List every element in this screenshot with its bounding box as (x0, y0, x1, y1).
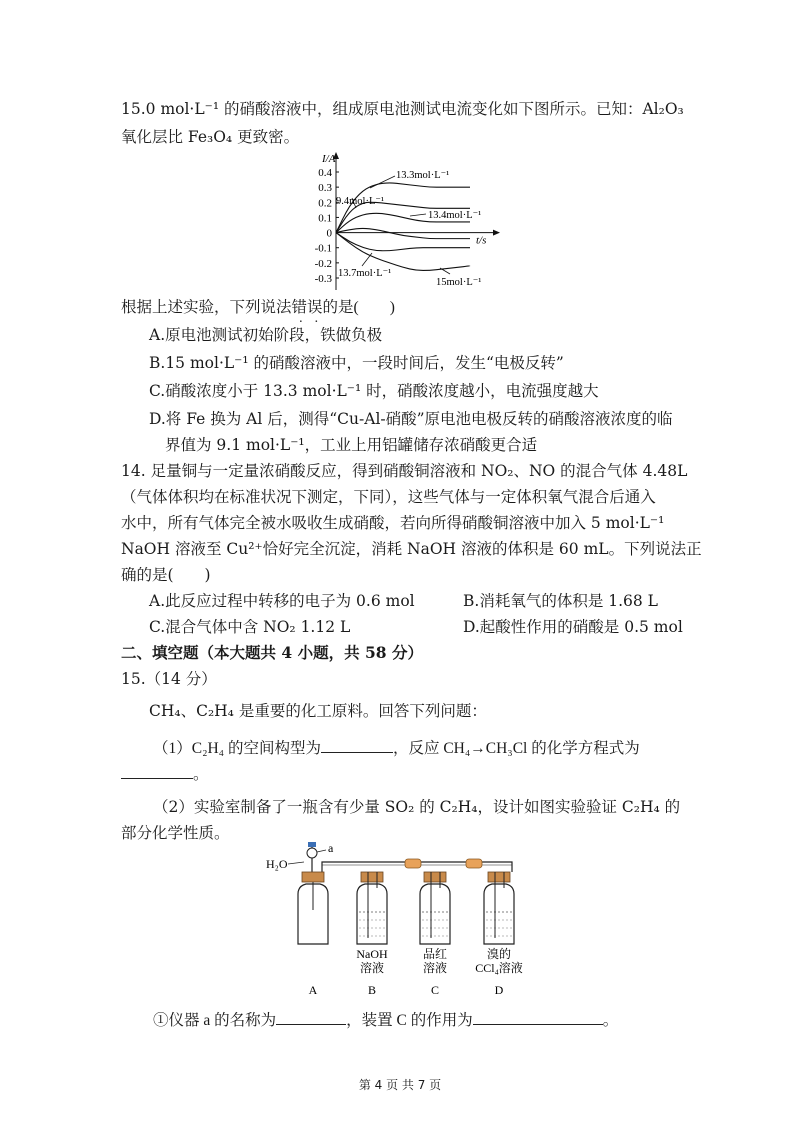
intro-line-1: 15.0 mol·L⁻¹ 的硝酸溶液中，组成原电池测试电流变化如下图所示。已知：Al₂O₃ (121, 100, 684, 118)
q14-line-5: 确的是( ) (121, 566, 211, 584)
bottle-d-label-2: CCl₄溶液 (475, 961, 523, 975)
stopper-b (361, 872, 383, 882)
q15-sub-question-end: 。 (602, 1012, 619, 1029)
bottle-b (357, 872, 387, 944)
q13-option-c: C.硝酸浓度小于 13.3 mol·L⁻¹ 时，硝酸浓度越小，电流强度越大 (149, 382, 599, 400)
q15-part1-cont (121, 762, 209, 786)
intro-line-2: 氧化层比 Fe₃O₄ 更致密。 (121, 128, 300, 146)
apparatus-diagram (262, 840, 552, 1000)
q14-line-3: 水中，所有气体完全被水吸收生成硝酸，若向所得硝酸铜溶液中加入 5 mol·L⁻¹ (121, 514, 665, 532)
bottle-c-letter: C (430, 983, 440, 997)
funnel-stopcock-icon (307, 848, 317, 858)
q14-option-d: D.起酸性作用的硝酸是 0.5 mol (463, 618, 683, 636)
answer-blank-equation[interactable] (121, 762, 193, 779)
bottle-a (298, 872, 328, 944)
bottle-d-body (484, 884, 514, 944)
q14-option-c: C.混合气体中含 NO₂ 1.12 L (149, 618, 351, 636)
y-tick-label: 0 (326, 227, 332, 240)
rubber-joint-1 (405, 859, 421, 868)
funnel-cap (308, 842, 316, 847)
q14-line-1: 14. 足量铜与一定量浓硝酸反应，得到硝酸铜溶液和 NO₂、NO 的混合气体 4.48L (121, 462, 688, 480)
y-tick-label: 0.1 (318, 212, 332, 225)
series-label-94: 9.4mol·L⁻¹ (336, 196, 385, 207)
y-tick-label: -0.2 (314, 257, 332, 270)
y-tick-label: -0.1 (314, 242, 332, 255)
q15-intro: CH₄、C₂H₄ 是重要的化工原料。回答下列问题： (149, 702, 487, 720)
rubber-joint-2 (466, 859, 482, 868)
callout-line-133 (370, 176, 395, 188)
bottle-b-label-2: 溶液 (359, 961, 385, 975)
page-footer: 第 4 页 共 7 页 (358, 1078, 442, 1092)
q13-stem-pre: 根据上述实验，下列说法 (121, 299, 292, 316)
bottle-b-letter: B (367, 983, 377, 997)
label-a-pointer (317, 850, 326, 852)
q13-stem-emphasis-1: 错 (291, 299, 308, 316)
bottle-c-label-2: 溶液 (422, 961, 448, 975)
bottle-c-label-1: 品红 (422, 947, 448, 961)
y-ticks (315, 167, 339, 285)
label-a: a (328, 841, 334, 855)
bottle-d-letter: D (494, 983, 504, 997)
q13-stem (121, 296, 395, 319)
q14-option-b: B.消耗氧气的体积是 1.68 L (463, 592, 658, 610)
q15-part1-text-a: （1）C₂H₄ 的空间构型为 (153, 740, 321, 757)
series-line-3 (336, 228, 470, 238)
y-tick-label: 0.2 (318, 197, 332, 210)
y-tick-label: 0.3 (318, 182, 332, 195)
q13-option-d-line-2: 界值为 9.1 mol·L⁻¹，工业上用铝罐储存浓硝酸更合适 (165, 436, 538, 454)
label-h2o: H₂O (266, 857, 288, 871)
q14-line-4: NaOH 溶液至 Cu²⁺恰好完全沉淀，消耗 NaOH 溶液的体积是 60 mL。下列说法正 (121, 540, 702, 558)
bottle-d (484, 872, 514, 944)
bottle-b-body (357, 884, 387, 944)
series-label-15: 15mol·L⁻¹ (436, 277, 482, 288)
apparatus-svg (262, 840, 552, 1000)
q15-part2-line-1: （2）实验室制备了一瓶含有少量 SO₂ 的 C₂H₄，设计如图实验验证 C₂H₄ 的 (153, 798, 681, 816)
q13-stem-emphasis-2: 误 (307, 299, 323, 316)
y-tick-label: 0.4 (318, 167, 332, 179)
x-axis-label: t/s (476, 234, 487, 247)
q13-stem-post: 的是( ) (322, 299, 395, 316)
y-axis-label: I/A (322, 153, 336, 165)
series-label-134: 13.4mol·L⁻¹ (428, 210, 482, 221)
label-h2o-pointer (288, 862, 304, 864)
q13-option-b: B.15 mol·L⁻¹ 的硝酸溶液中，一段时间后，发生“电极反转” (149, 354, 564, 372)
bottle-c (420, 872, 450, 944)
answer-blank-role[interactable] (473, 1008, 603, 1025)
q13-option-d-line-1: D.将 Fe 换为 Al 后，测得“Cu-Al-硝酸”原电池电极反转的硝酸溶液浓度的临 (149, 410, 673, 428)
y-tick-label: -0.3 (314, 273, 332, 285)
x-axis-arrow (493, 230, 500, 236)
q15-sub-question-1 (153, 1008, 618, 1032)
q14-option-a: A.此反应过程中转移的电子为 0.6 mol (149, 592, 415, 610)
stopper-c (424, 872, 446, 882)
answer-blank-structure[interactable] (321, 736, 393, 753)
bottle-c-body (420, 884, 450, 944)
section-2-title: 二、填空题（本大题共 4 小题，共 58 分） (121, 643, 423, 662)
q15-part1-text-b: ，反应 CH₄→CH₃Cl 的化学方程式为 (392, 740, 640, 757)
bottle-b-label-1: NaOH (356, 947, 388, 961)
stopper-a (302, 872, 324, 882)
series-label-133: 13.3mol·L⁻¹ (396, 170, 450, 181)
series-label-137: 13.7mol·L⁻¹ (338, 268, 392, 279)
q13-option-a: A.原电池测试初始阶段，铁做负极 (149, 326, 383, 344)
q15-part2-line-2: 部分化学性质。 (121, 824, 230, 842)
answer-blank-instrument[interactable] (276, 1008, 346, 1025)
q15-part1 (153, 736, 640, 760)
stopper-d (488, 872, 510, 882)
q15-heading: 15.（14 分） (121, 670, 217, 688)
q15-sub-question-text-a: ①仪器 a 的名称为 (153, 1012, 277, 1029)
q15-part1-end: 。 (193, 766, 209, 783)
callout-line-137 (362, 253, 372, 266)
bottle-d-label-1: 溴的 (486, 947, 512, 961)
q14-line-2: （气体体积均在标准状况下测定，下同），这些气体与一定体积氧气混合后通入 (121, 488, 656, 506)
current-time-chart (300, 150, 510, 295)
callout-line-134 (410, 214, 426, 216)
bottle-a-letter: A (308, 983, 318, 997)
q15-sub-question-text-b: ，装置 C 的作用为 (346, 1012, 473, 1029)
chart-svg (300, 150, 510, 295)
